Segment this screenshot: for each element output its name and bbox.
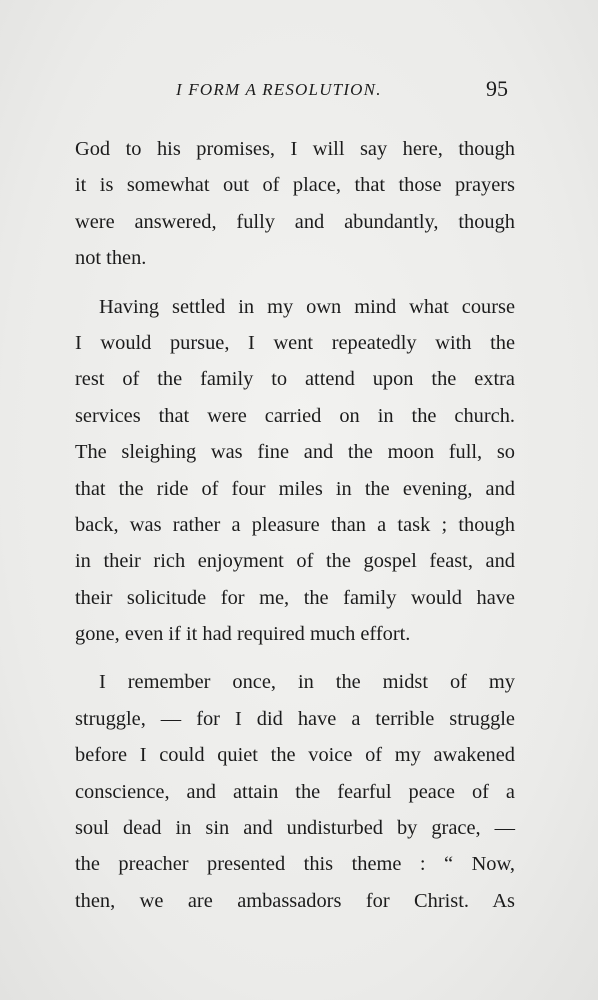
text-line: before I could quiet the voice of my awakened [75, 744, 515, 767]
text-line: gone, even if it had required much effort. [75, 623, 411, 646]
text-line: Having settled in my own mind what course [99, 295, 515, 318]
paragraph-gap [75, 277, 515, 289]
text-line: rest of the family to attend upon the extra [75, 368, 515, 391]
paragraph-3 [75, 664, 515, 919]
text-line: then, we are ambassadors for Christ. As [75, 889, 515, 912]
page-number: 95 [486, 76, 508, 101]
text-line: the preacher presented this theme : “ Now, [75, 853, 515, 876]
page-header [0, 76, 598, 106]
text-line: I would pursue, I went repeatedly with the [75, 331, 515, 354]
paragraph-2 [75, 289, 515, 653]
text-line: services that were carried on in the church. [75, 404, 515, 427]
text-line: back, was rather a pleasure than a task ; though [75, 513, 515, 536]
paragraph-gap [75, 652, 515, 664]
paragraph-1 [75, 131, 515, 277]
text-line: soul dead in sin and undisturbed by grace, — [75, 817, 515, 840]
text-line: it is somewhat out of place, that those prayers [75, 174, 515, 197]
running-head: I FORM A RESOLUTION. [176, 80, 382, 99]
text-line: that the ride of four miles in the evening, and [75, 477, 515, 500]
text-line: not then. [75, 247, 147, 270]
text-line: were answered, fully and abundantly, though [75, 210, 515, 233]
text-line: struggle, — for I did have a terrible struggle [75, 707, 515, 730]
text-line: conscience, and attain the fearful peace of a [75, 780, 515, 803]
text-line: their solicitude for me, the family would have [75, 586, 515, 609]
text-line: God to his promises, I will say here, though [75, 138, 515, 160]
body-text [75, 131, 515, 919]
text-line: The sleighing was fine and the moon full, so [75, 441, 515, 464]
text-line: I remember once, in the midst of my [99, 671, 515, 694]
text-line: in their rich enjoyment of the gospel feast, and [75, 550, 515, 573]
